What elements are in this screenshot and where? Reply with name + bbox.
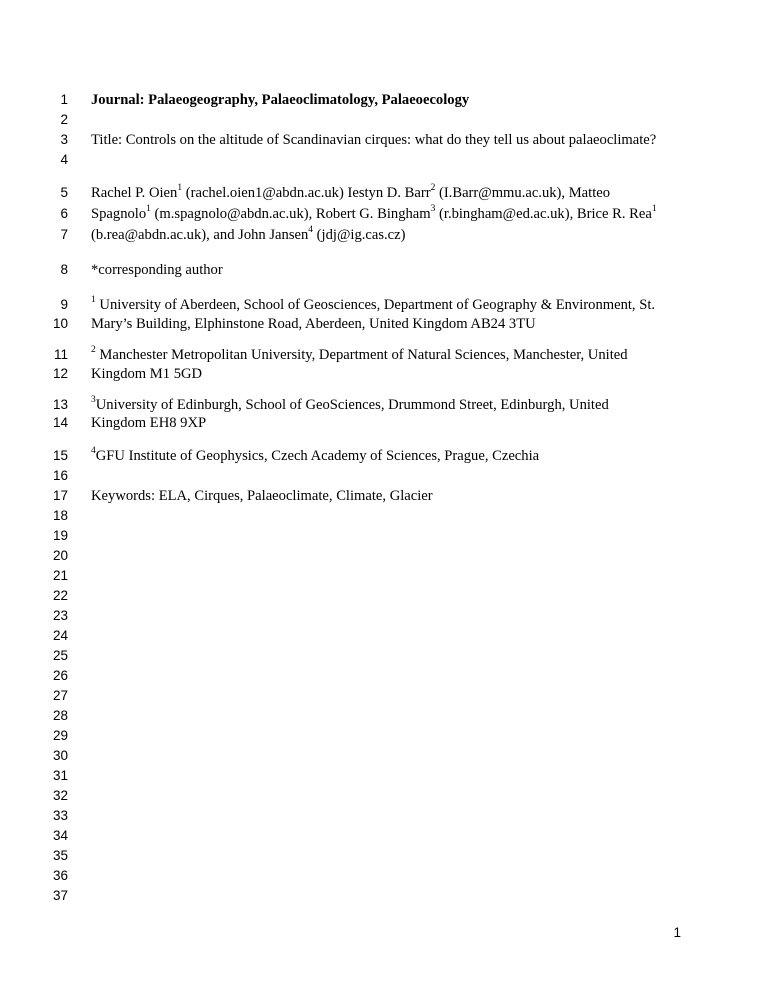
line-number: 10 xyxy=(52,316,68,331)
affiliation-marker: 4 xyxy=(308,225,314,236)
line-number: 5 xyxy=(60,185,68,200)
affiliation-text: Manchester Metropolitan University, Department of Natural Sciences, Manchester, United xyxy=(95,347,628,363)
affiliation-marker: 1 xyxy=(91,295,96,306)
author-line-2 xyxy=(91,206,681,222)
line-number: 37 xyxy=(52,888,68,903)
line-number: 8 xyxy=(60,262,68,277)
line-number: 34 xyxy=(52,828,68,843)
line-number: 14 xyxy=(52,415,68,430)
paper-title: Title: Controls on the altitude of Scandinavian cirques: what do they tell us about palaeoclimate? xyxy=(91,132,657,148)
line-number: 3 xyxy=(60,132,68,147)
line-number: 31 xyxy=(52,768,68,783)
journal-line: Journal: Palaeogeography, Palaeoclimatology, Palaeoecology xyxy=(91,92,470,108)
affiliation-marker: 3 xyxy=(430,204,436,215)
line-number: 29 xyxy=(52,728,68,743)
line-number: 11 xyxy=(53,347,68,362)
affiliation-1 xyxy=(91,297,681,313)
author-email: (r.bingham@ed.ac.uk), Brice R. Rea xyxy=(435,206,652,222)
affiliation-2 xyxy=(91,347,681,363)
affiliation-marker: 2 xyxy=(91,345,96,356)
affiliation-3-cont: Kingdom EH8 9XP xyxy=(91,415,207,431)
line-number: 26 xyxy=(52,668,68,683)
line-number: 12 xyxy=(52,366,68,381)
line-number: 20 xyxy=(52,548,68,563)
line-number: 24 xyxy=(52,628,68,643)
line-number: 7 xyxy=(60,227,68,242)
author-email: (m.spagnolo@abdn.ac.uk), Robert G. Bingham xyxy=(150,206,431,222)
author-line-1 xyxy=(91,185,681,201)
line-number: 18 xyxy=(52,508,68,523)
affiliation-4 xyxy=(91,448,681,464)
line-number: 4 xyxy=(60,152,68,167)
page-number: 1 xyxy=(673,925,681,940)
affiliation-3 xyxy=(91,397,681,413)
affiliation-marker: 1 xyxy=(177,183,183,194)
line-number: 27 xyxy=(52,688,68,703)
affiliation-1-cont: Mary’s Building, Elphinstone Road, Aberdeen, United Kingdom AB24 3TU xyxy=(91,316,536,332)
affiliation-marker: 1 xyxy=(146,204,151,215)
line-number: 36 xyxy=(52,868,68,883)
affiliation-marker: 2 xyxy=(430,183,436,194)
line-number: 15 xyxy=(52,448,68,463)
line-number: 30 xyxy=(52,748,68,763)
keywords-line: Keywords: ELA, Cirques, Palaeoclimate, Climate, Glacier xyxy=(91,488,433,504)
line-number: 6 xyxy=(60,206,68,221)
author-email: (jdj@ig.cas.cz) xyxy=(313,227,406,243)
author-name: Spagnolo xyxy=(91,206,147,222)
line-number: 1 xyxy=(60,92,68,107)
affiliation-text: University of Edinburgh, School of GeoSciences, Drummond Street, Edinburgh, United xyxy=(95,397,609,413)
line-number: 19 xyxy=(52,528,68,543)
affiliation-text: University of Aberdeen, School of Geosciences, Department of Geography & Environment, St. xyxy=(95,297,656,313)
line-number: 16 xyxy=(52,468,68,483)
line-number: 28 xyxy=(52,708,68,723)
line-number: 21 xyxy=(52,568,68,583)
affiliation-marker: 3 xyxy=(91,395,96,406)
affiliation-2-cont: Kingdom M1 5GD xyxy=(91,366,203,382)
line-number: 23 xyxy=(52,608,68,623)
corresponding-author-note: *corresponding author xyxy=(91,262,223,278)
line-number: 17 xyxy=(52,488,68,503)
line-number: 35 xyxy=(52,848,68,863)
line-number: 22 xyxy=(52,588,68,603)
author-name: Rachel P. Oien xyxy=(91,185,178,201)
line-number: 25 xyxy=(52,648,68,663)
line-number: 13 xyxy=(52,397,68,412)
author-email: (b.rea@abdn.ac.uk), and John Jansen xyxy=(91,227,309,243)
affiliation-marker: 1 xyxy=(651,204,657,215)
line-number: 9 xyxy=(60,297,68,312)
author-line-3 xyxy=(91,227,681,243)
affiliation-marker: 4 xyxy=(91,446,96,457)
line-number: 32 xyxy=(52,788,68,803)
line-number: 33 xyxy=(52,808,68,823)
line-number: 2 xyxy=(60,112,68,127)
author-email: (I.Barr@mmu.ac.uk), Matteo xyxy=(435,185,611,201)
author-email: (rachel.oien1@abdn.ac.uk) Iestyn D. Barr xyxy=(182,185,431,201)
affiliation-text: GFU Institute of Geophysics, Czech Academy of Sciences, Prague, Czechia xyxy=(95,448,540,464)
